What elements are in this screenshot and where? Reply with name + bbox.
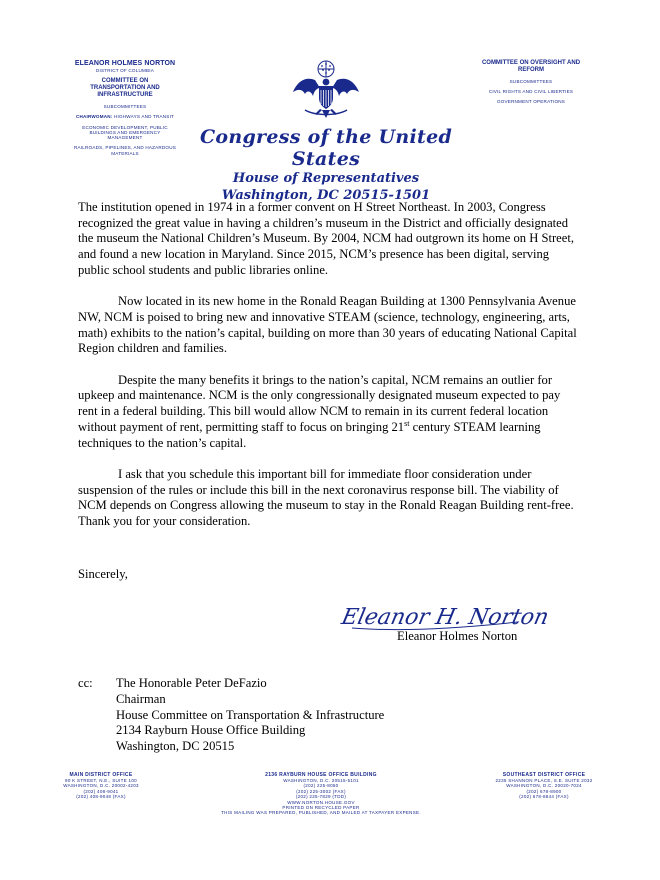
committee-title-line: INFRASTRUCTURE — [97, 92, 153, 99]
body-paragraph-3 — [78, 373, 578, 452]
footer-rayburn-office — [206, 772, 436, 816]
subcommittee-line: MATERIALS — [111, 150, 139, 156]
committee-title-line: TRANSPORTATION AND — [90, 85, 160, 92]
subcommittee-line: ECONOMIC DEVELOPMENT, PUBLIC — [82, 124, 168, 130]
footer-line: WASHINGTON, D.C. 20002-4203 — [63, 783, 139, 789]
chairwoman-line — [66, 114, 184, 119]
cc-line: Washington, DC 20515 — [116, 739, 235, 754]
chairwoman-value: HIGHWAYS AND TRANSIT — [112, 114, 175, 120]
paragraph-3-text-b: century STEAM learning techniques to the nation’s capital. — [78, 419, 541, 450]
cc-label: cc: — [78, 676, 93, 690]
cc-line: 2134 Rayburn House Office Building — [116, 723, 306, 738]
cc-line: House Committee on Transportation & Infrastructure — [116, 707, 385, 722]
footer-title: MAIN DISTRICT OFFICE — [69, 772, 133, 778]
letter-body — [78, 200, 578, 545]
subcommittee-line: MANAGEMENT — [107, 135, 143, 141]
footer-website: WWW.NORTON.HOUSE.GOV — [287, 799, 355, 805]
footer-line: WASHINGTON, D.C. 20020-7024 — [506, 783, 582, 789]
paragraph-3-text-a: Despite the many benefits it brings to the nation’s capital, NCM remains an outlier for upkeep and maintenance. NCM is the only congressionally designated museum expected to pay rent in a federal building. This bill would allow NCM to remain in its current federal location without payment of rent, permitting staff to focus on bringing 21 — [78, 372, 561, 434]
subcommittees-heading: SUBCOMMITTEES — [509, 78, 553, 84]
oversight-committee-line: COMMITTEE ON OVERSIGHT AND — [481, 60, 581, 66]
subcommittee-line: BUILDINGS AND EMERGENCY — [89, 129, 161, 135]
header-left-block — [66, 60, 184, 156]
footer-line: (202) 225-8050 — [303, 783, 339, 789]
footer-line: (202) 225-3002 (FAX) — [296, 788, 346, 794]
footer-line: (202) 678-8844 (FAX) — [519, 794, 569, 800]
footer-main-district-office — [58, 772, 144, 800]
oversight-committee-line: REFORM — [518, 66, 544, 73]
great-seal-eagle-icon — [287, 58, 365, 124]
footer-title: 2136 RAYBURN HOUSE OFFICE BUILDING — [265, 772, 377, 778]
footer-line: (202) 225-7829 (TDD) — [295, 794, 347, 800]
letterhead-house: House of Representatives — [232, 171, 420, 186]
cc-line: Chairman — [116, 691, 166, 706]
footer-line: (202) 408-9048 (FAX) — [76, 794, 126, 800]
letterhead-address: Washington, DC 20515-1501 — [221, 188, 431, 203]
subcommittee-line: RAILROADS, PIPELINES, AND HAZARDOUS — [74, 145, 176, 151]
body-paragraph-1: The institution opened in 1974 in a former convent on H Street Northeast. In 2003, Congress recognized the great value in having a children’s museum in the District and officially designated the museum the National Children’s Museum. By 2004, NCM had outgrown its home on H Street, and found a new location in Maryland. Since 2015, NCM’s presence has been digital, serving public school students and public libraries online. — [78, 200, 575, 277]
member-name: ELEANOR HOLMES NORTON — [74, 60, 176, 67]
footer-line: (202) 678-8900 — [526, 788, 562, 794]
subcommittees-heading: SUBCOMMITTEES — [103, 104, 147, 109]
valediction: Sincerely, — [78, 567, 128, 581]
subcommittee-line: CIVIL RIGHTS AND CIVIL LIBERTIES — [488, 89, 574, 95]
letterhead-congress: Congress of the United States — [199, 126, 453, 170]
footer-disclaimer: THIS MAILING WAS PREPARED, PUBLISHED, AND MAILED AT TAXPAYER EXPENSE. — [221, 810, 421, 816]
footer-line: 90 K STREET, N.E., SUITE 100 — [65, 778, 137, 783]
footer-line: WASHINGTON, D.C. 20515-5101 — [283, 778, 359, 783]
ordinal-superscript: st — [404, 418, 410, 428]
committee-title-line: COMMITTEE ON — [101, 78, 149, 85]
chairwoman-label: CHAIRWOMAN: — [75, 114, 113, 120]
cc-line: The Honorable Peter DeFazio — [116, 676, 267, 690]
member-district: DISTRICT OF COLUMBIA — [95, 68, 155, 74]
footer-line: PRINTED ON RECYCLED PAPER — [282, 804, 360, 810]
footer-southeast-office — [492, 772, 596, 800]
body-paragraph-2: Now located in its new home in the Ronald Reagan Building at 1300 Pennsylvania Avenue NW, NCM is poised to bring new and innovative STEAM (science, technology, engineering, arts, math) exhibits to the nation’s capital, building on more than 30 years of educating National Capital Region children and families. — [78, 294, 577, 356]
body-paragraph-4: I ask that you schedule this important bill for immediate floor consideration under suspension of the rules or include this bill in the next coronavirus response bill. The viability of NCM depends on Congress allowing the museum to stay in the Ronald Reagan Building rent-free. Thank you for your consideration. — [78, 466, 574, 529]
footer-line: 2235 SHANNON PLACE, S.E. SUITE 2032 — [495, 778, 593, 783]
footer-title: SOUTHEAST DISTRICT OFFICE — [502, 772, 586, 778]
letterhead-title-block — [170, 126, 482, 204]
cc-recipient-block — [116, 676, 384, 755]
subcommittee-line: GOVERNMENT OPERATIONS — [496, 99, 566, 105]
signature-script: Eleanor H. Norton — [339, 604, 552, 630]
footer-line: (202) 408-9041 — [83, 788, 119, 794]
header-right-block — [468, 60, 594, 105]
signer-name: Eleanor Holmes Norton — [397, 629, 518, 643]
